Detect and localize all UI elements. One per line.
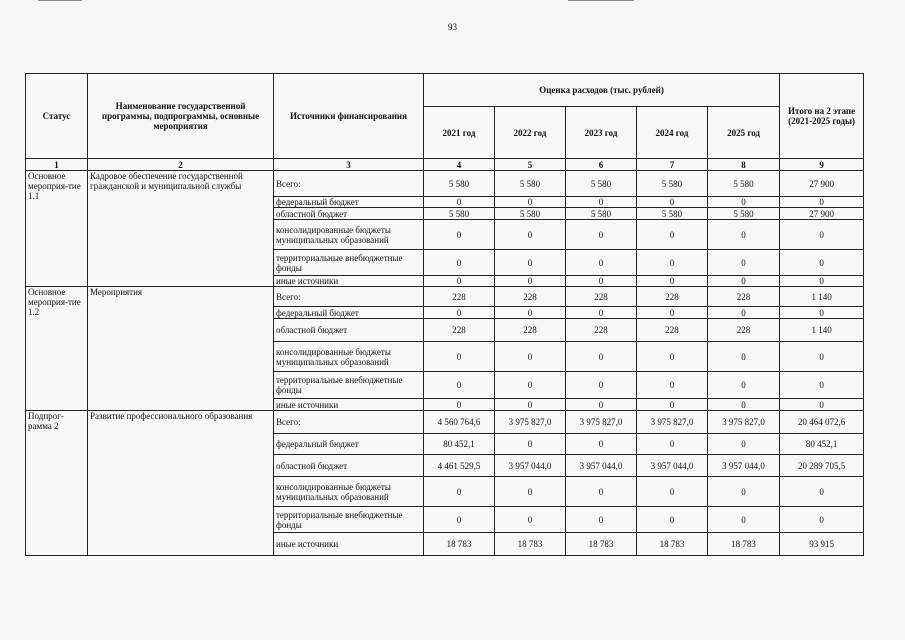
year-value-cell: 0 xyxy=(708,507,780,533)
year-value-cell: 0 xyxy=(566,342,637,372)
column-index: 4 xyxy=(424,159,495,171)
table-body xyxy=(26,171,864,556)
year-value-cell: 18 783 xyxy=(495,533,566,556)
year-value-cell: 0 xyxy=(495,477,566,507)
year-value-cell: 3 975 827,0 xyxy=(495,411,566,434)
total-value-cell: 0 xyxy=(780,220,864,250)
total-value-cell: 0 xyxy=(780,507,864,533)
year-value-cell: 0 xyxy=(637,477,708,507)
column-index: 9 xyxy=(780,159,864,171)
year-value-cell: 3 975 827,0 xyxy=(566,411,637,434)
total-value-cell: 0 xyxy=(780,399,864,411)
year-value-cell: 0 xyxy=(708,276,780,287)
year-value-cell: 0 xyxy=(424,220,495,250)
funding-source-cell: территориальные внебюджетные фонды xyxy=(274,372,424,399)
column-index: 2 xyxy=(88,159,274,171)
total-value-cell: 27 900 xyxy=(780,171,864,197)
funding-source-cell: областной бюджет xyxy=(274,455,424,477)
year-value-cell: 5 580 xyxy=(424,208,495,220)
table-row xyxy=(26,171,864,197)
year-value-cell: 3 957 044,0 xyxy=(566,455,637,477)
total-value-cell: 0 xyxy=(780,197,864,208)
year-value-cell: 18 783 xyxy=(566,533,637,556)
total-value-cell: 0 xyxy=(780,307,864,319)
header-year: 2021 год xyxy=(424,107,495,159)
funding-source-cell: Всего: xyxy=(274,171,424,197)
header-year: 2023 год xyxy=(566,107,637,159)
year-value-cell: 0 xyxy=(495,507,566,533)
total-value-cell: 1 140 xyxy=(780,287,864,307)
year-value-cell: 0 xyxy=(495,307,566,319)
column-index: 1 xyxy=(26,159,88,171)
year-value-cell: 3 975 827,0 xyxy=(637,411,708,434)
year-value-cell: 0 xyxy=(495,220,566,250)
year-value-cell: 228 xyxy=(495,287,566,307)
year-value-cell: 0 xyxy=(708,342,780,372)
funding-source-cell: областной бюджет xyxy=(274,319,424,342)
year-value-cell: 3 957 044,0 xyxy=(495,455,566,477)
year-value-cell: 228 xyxy=(424,287,495,307)
year-value-cell: 5 580 xyxy=(495,171,566,197)
year-value-cell: 5 580 xyxy=(495,208,566,220)
year-value-cell: 0 xyxy=(637,342,708,372)
year-value-cell: 18 783 xyxy=(424,533,495,556)
table-row xyxy=(26,411,864,434)
year-value-cell: 4 461 529,5 xyxy=(424,455,495,477)
year-value-cell: 0 xyxy=(495,372,566,399)
column-index: 8 xyxy=(708,159,780,171)
year-value-cell: 0 xyxy=(566,477,637,507)
year-value-cell: 0 xyxy=(637,307,708,319)
year-value-cell: 0 xyxy=(566,434,637,455)
header-estimate: Оценка расходов (тыс. рублей) xyxy=(424,74,780,107)
page-number: 93 xyxy=(448,22,457,32)
year-value-cell: 3 957 044,0 xyxy=(708,455,780,477)
year-value-cell: 0 xyxy=(424,250,495,276)
year-value-cell: 18 783 xyxy=(708,533,780,556)
year-value-cell: 5 580 xyxy=(708,171,780,197)
column-index: 3 xyxy=(274,159,424,171)
total-value-cell: 27 900 xyxy=(780,208,864,220)
funding-source-cell: консолидированные бюджеты муниципальных образований xyxy=(274,477,424,507)
year-value-cell: 5 580 xyxy=(637,208,708,220)
year-value-cell: 0 xyxy=(637,507,708,533)
funding-source-cell: федеральный бюджет xyxy=(274,434,424,455)
total-value-cell: 0 xyxy=(780,342,864,372)
total-value-cell: 93 915 xyxy=(780,533,864,556)
funding-source-cell: территориальные внебюджетные фонды xyxy=(274,507,424,533)
year-value-cell: 0 xyxy=(566,197,637,208)
year-value-cell: 228 xyxy=(495,319,566,342)
funding-source-cell: областной бюджет xyxy=(274,208,424,220)
year-value-cell: 4 560 764,6 xyxy=(424,411,495,434)
total-value-cell: 20 289 705,5 xyxy=(780,455,864,477)
year-value-cell: 0 xyxy=(708,197,780,208)
total-value-cell: 0 xyxy=(780,276,864,287)
top-edge-line xyxy=(568,0,634,1)
program-name-cell: Мероприятия xyxy=(88,287,274,411)
funding-source-cell: Всего: xyxy=(274,287,424,307)
year-value-cell: 0 xyxy=(424,307,495,319)
status-cell: Основное мероприя-тие 1.2 xyxy=(26,287,88,411)
header-year: 2025 год xyxy=(708,107,780,159)
year-value-cell: 0 xyxy=(708,434,780,455)
year-value-cell: 228 xyxy=(566,287,637,307)
year-value-cell: 0 xyxy=(566,507,637,533)
year-value-cell: 5 580 xyxy=(708,208,780,220)
year-value-cell: 5 580 xyxy=(566,171,637,197)
top-edge-line xyxy=(38,0,82,1)
year-value-cell: 5 580 xyxy=(637,171,708,197)
header-name: Наименование государственной программы, подпрограммы, основные мероприятия xyxy=(88,74,274,159)
funding-source-cell: консолидированные бюджеты муниципальных образований xyxy=(274,220,424,250)
year-value-cell: 0 xyxy=(424,507,495,533)
year-value-cell: 0 xyxy=(424,342,495,372)
status-cell: Основное мероприя-тие 1.1 xyxy=(26,171,88,287)
column-index: 5 xyxy=(495,159,566,171)
year-value-cell: 228 xyxy=(637,319,708,342)
status-cell: Подпрог-рамма 2 xyxy=(26,411,88,556)
year-value-cell: 0 xyxy=(708,220,780,250)
year-value-cell: 0 xyxy=(708,372,780,399)
year-value-cell: 0 xyxy=(495,276,566,287)
program-name-cell: Кадровое обеспечение государственной гражданской и муниципальной службы xyxy=(88,171,274,287)
header-year: 2022 год xyxy=(495,107,566,159)
year-value-cell: 3 975 827,0 xyxy=(708,411,780,434)
year-value-cell: 0 xyxy=(566,220,637,250)
year-value-cell: 0 xyxy=(708,399,780,411)
funding-source-cell: территориальные внебюджетные фонды xyxy=(274,250,424,276)
year-value-cell: 0 xyxy=(495,197,566,208)
header-sources: Источники финансирования xyxy=(274,74,424,159)
year-value-cell: 0 xyxy=(424,477,495,507)
year-value-cell: 5 580 xyxy=(424,171,495,197)
year-value-cell: 228 xyxy=(708,319,780,342)
header-status: Статус xyxy=(26,74,88,159)
total-value-cell: 80 452,1 xyxy=(780,434,864,455)
funding-source-cell: иные источники xyxy=(274,399,424,411)
year-value-cell: 0 xyxy=(637,276,708,287)
year-value-cell: 3 957 044,0 xyxy=(637,455,708,477)
year-value-cell: 18 783 xyxy=(637,533,708,556)
year-value-cell: 0 xyxy=(495,399,566,411)
funding-source-cell: консолидированные бюджеты муниципальных образований xyxy=(274,342,424,372)
column-index: 7 xyxy=(637,159,708,171)
year-value-cell: 5 580 xyxy=(566,208,637,220)
funding-source-cell: иные источники xyxy=(274,276,424,287)
table-row xyxy=(26,287,864,307)
budget-table xyxy=(25,73,864,556)
total-value-cell: 0 xyxy=(780,372,864,399)
program-name-cell: Развитие профессионального образования xyxy=(88,411,274,556)
year-value-cell: 0 xyxy=(566,399,637,411)
year-value-cell: 228 xyxy=(708,287,780,307)
year-value-cell: 80 452,1 xyxy=(424,434,495,455)
year-value-cell: 228 xyxy=(566,319,637,342)
year-value-cell: 0 xyxy=(637,197,708,208)
budget-table-container xyxy=(25,73,863,556)
year-value-cell: 0 xyxy=(566,307,637,319)
year-value-cell: 228 xyxy=(424,319,495,342)
year-value-cell: 0 xyxy=(424,197,495,208)
year-value-cell: 0 xyxy=(566,372,637,399)
year-value-cell: 0 xyxy=(637,399,708,411)
total-value-cell: 20 464 072,6 xyxy=(780,411,864,434)
year-value-cell: 0 xyxy=(708,477,780,507)
funding-source-cell: Всего: xyxy=(274,411,424,434)
total-value-cell: 0 xyxy=(780,477,864,507)
year-value-cell: 0 xyxy=(495,434,566,455)
year-value-cell: 0 xyxy=(424,399,495,411)
year-value-cell: 0 xyxy=(708,307,780,319)
header-total: Итого на 2 этапе (2021-2025 годы) xyxy=(780,74,864,159)
funding-source-cell: федеральный бюджет xyxy=(274,307,424,319)
year-value-cell: 0 xyxy=(637,220,708,250)
funding-source-cell: иные источники xyxy=(274,533,424,556)
year-value-cell: 0 xyxy=(495,342,566,372)
funding-source-cell: федеральный бюджет xyxy=(274,197,424,208)
total-value-cell: 0 xyxy=(780,250,864,276)
year-value-cell: 0 xyxy=(566,250,637,276)
year-value-cell: 0 xyxy=(566,276,637,287)
year-value-cell: 0 xyxy=(637,372,708,399)
header-year: 2024 год xyxy=(637,107,708,159)
total-value-cell: 1 140 xyxy=(780,319,864,342)
column-index: 6 xyxy=(566,159,637,171)
year-value-cell: 0 xyxy=(637,434,708,455)
year-value-cell: 0 xyxy=(424,372,495,399)
year-value-cell: 0 xyxy=(708,250,780,276)
year-value-cell: 0 xyxy=(495,250,566,276)
year-value-cell: 228 xyxy=(637,287,708,307)
year-value-cell: 0 xyxy=(424,276,495,287)
year-value-cell: 0 xyxy=(637,250,708,276)
